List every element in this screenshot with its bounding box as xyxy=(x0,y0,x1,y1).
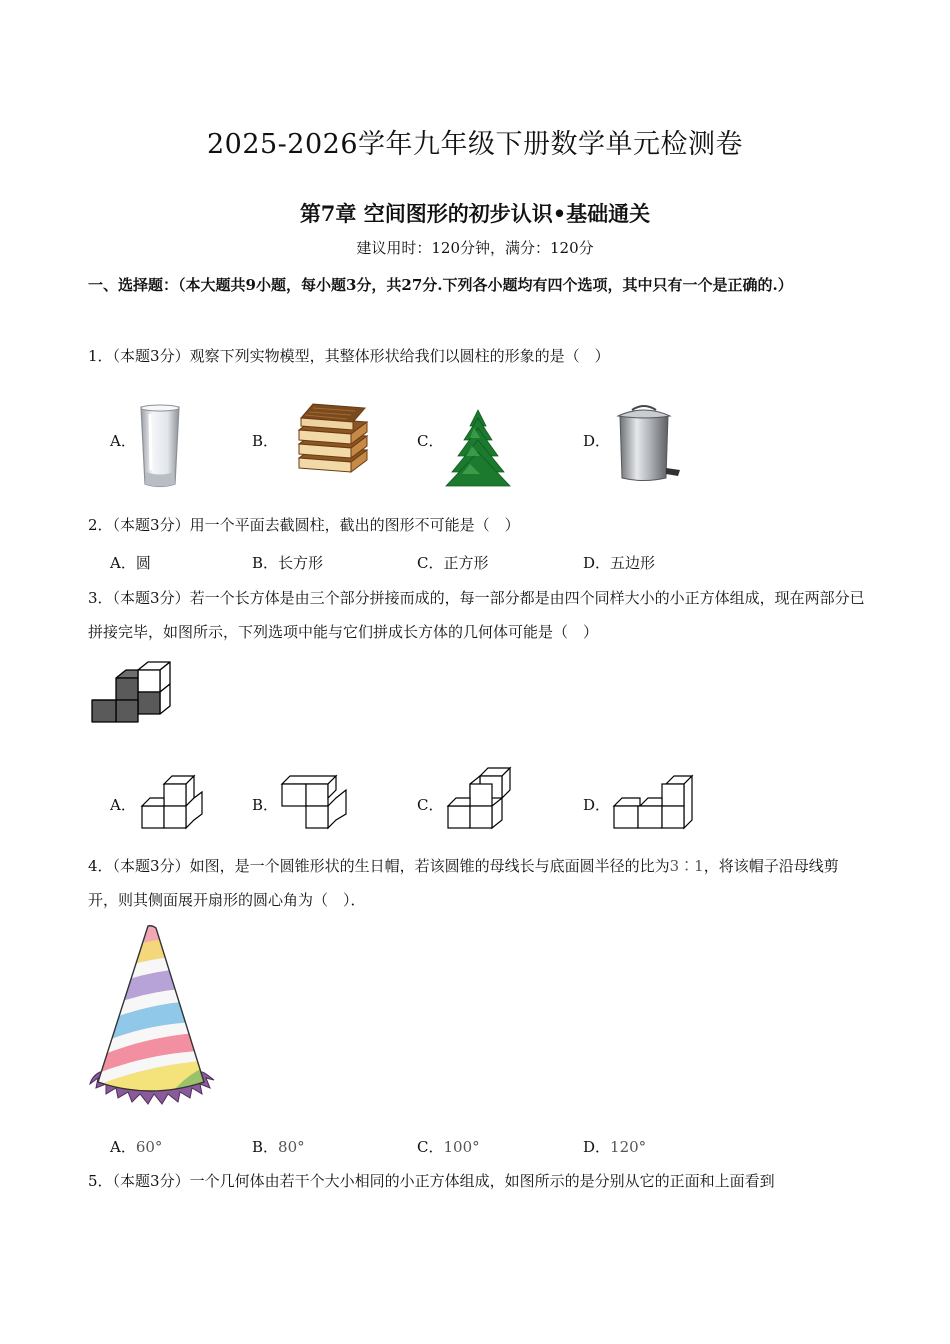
section-heading: 一、选择题：（本大题共9小题，每小题3分，共27分.下列各小题均有四个选项，其中只有一个是正确的.） xyxy=(88,276,793,294)
q3-option-a-figure xyxy=(140,774,210,830)
chapter-subtitle: 第7章 空间图形的初步认识•基础通关 xyxy=(299,201,651,226)
q2-option-a: A．圆 xyxy=(110,554,151,572)
q4-option-c-value: 100° xyxy=(443,1138,480,1156)
party-hat-image xyxy=(86,922,216,1106)
q1-option-c: C． xyxy=(417,432,444,450)
q2-option-d: D．五边形 xyxy=(583,554,656,572)
q3-option-c: C． xyxy=(417,796,444,814)
q3-option-d: D． xyxy=(583,796,611,814)
q3-cube-figure xyxy=(90,660,180,724)
q4-option-b-value: 80° xyxy=(278,1138,305,1156)
q2-option-b: B．长方形 xyxy=(252,554,324,572)
q3-option-a: A． xyxy=(110,796,136,814)
q4-text-after: ，将该帽子沿母线剪开，则其侧面展开扇形的圆心角为（ ）． xyxy=(88,857,839,909)
question-5-text: 5．（本题3分）一个几何体由若干个大小相同的小正方体组成，如图所示的是分别从它的正面和上面看到 xyxy=(88,1172,775,1190)
q4-option-b: B．80° xyxy=(252,1138,305,1156)
question-3-text: 3．（本题3分）若一个长方体是由三个部分拼接而成的，每一部分都是由四个同样大小的小正方体组成，现在两部分已拼接完毕，如图所示，下列选项中能与它们拼成长方体的几何体可能是（ ） xyxy=(88,589,865,641)
q4-option-a-value: 60° xyxy=(135,1138,163,1156)
q4-option-d-value: 120° xyxy=(610,1138,647,1156)
question-1-text: 1．（本题3分）观察下列实物模型，其整体形状给我们以圆柱的形象的是（ ） xyxy=(88,347,610,365)
question-2-text: 2．（本题3分）用一个平面去截圆柱，截出的图形不可能是（ ） xyxy=(88,516,520,534)
time-info: 建议用时：120分钟，满分：120分 xyxy=(356,239,594,257)
q3-option-b-figure xyxy=(280,774,352,830)
books-image xyxy=(293,402,373,482)
q2-option-c: C．正方形 xyxy=(417,554,489,572)
glass-image xyxy=(138,404,182,490)
q4-option-a: A．60° xyxy=(110,1138,163,1156)
trash-can-image xyxy=(612,404,684,484)
q4-ratio: 3∶1 xyxy=(669,857,704,875)
tree-image xyxy=(444,408,512,490)
q4-option-d: D．120° xyxy=(583,1138,647,1156)
question-4-text xyxy=(88,849,868,917)
q1-option-a: A． xyxy=(110,432,136,450)
q3-option-d-figure xyxy=(612,774,696,830)
q3-option-b: B． xyxy=(252,796,279,814)
q1-option-d: D． xyxy=(583,432,611,450)
q4-option-c: C．100° xyxy=(417,1138,480,1156)
q4-text-before: 4．（本题3分）如图，是一个圆锥形状的生日帽，若该圆锥的母线长与底面圆半径的比为 xyxy=(88,857,670,875)
q1-option-b: B． xyxy=(252,432,279,450)
q3-option-c-figure xyxy=(446,766,516,830)
page-title: 2025-2026学年九年级下册数学单元检测卷 xyxy=(206,129,744,160)
